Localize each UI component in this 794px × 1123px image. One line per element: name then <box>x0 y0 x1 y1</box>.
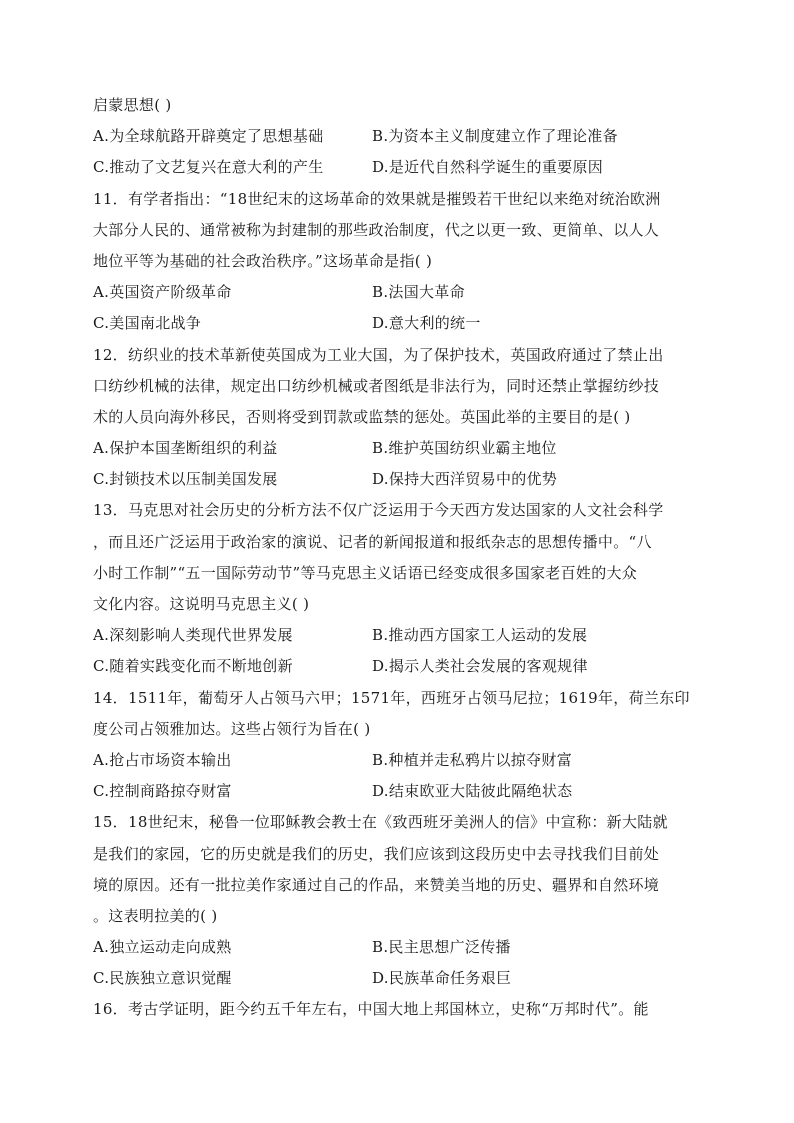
question-stem-line: 术的人员向海外移民，否则将受到罚款或监禁的惩处。英国此举的主要目的是( ) <box>93 407 631 426</box>
option-row <box>93 963 705 994</box>
question-stem-line: 度公司占领雅加达。这些占领行为旨在( ) <box>93 719 371 738</box>
option-row <box>93 464 705 495</box>
question-stem-line: 地位平等为基础的社会政治秩序。”这场革命是指( ) <box>93 251 433 270</box>
question-stem-line: 文化内容。这说明马克思主义( ) <box>93 595 310 613</box>
option-a: A.深刻影响人类现代世界发展 <box>93 626 293 645</box>
option-row <box>93 776 705 807</box>
option-row <box>93 152 705 183</box>
question-12 <box>93 340 705 496</box>
question-15 <box>93 807 705 994</box>
question-stem-line: 12．纺织业的技术革新使英国成为工业大国，为了保护技术，英国政府通过了禁止出 <box>93 345 664 364</box>
option-c: C.推动了文艺复兴在意大利的产生 <box>93 158 324 177</box>
option-a: A.为全球航路开辟奠定了思想基础 <box>93 127 324 146</box>
question-stem-line: 口纺纱机械的法律，规定出口纺纱机械或者图纸是非法行为，同时还禁止掌握纺纱技 <box>93 376 660 395</box>
question-10 <box>93 90 705 184</box>
option-row <box>93 745 705 776</box>
exam-page <box>93 90 705 1026</box>
option-b: B.法国大革命 <box>372 283 465 302</box>
option-c: C.随着实践变化而不断地创新 <box>93 657 293 676</box>
option-row <box>93 651 705 682</box>
question-stem-line: 15．18世纪末，秘鲁一位耶稣教会教士在《致西班牙美洲人的信》中宣称：新大陆就 <box>93 813 668 832</box>
question-stem-line: 。这表明拉美的( ) <box>93 906 218 925</box>
option-a: A.英国资产阶级革命 <box>93 283 232 302</box>
option-d: D.结束欧亚大陆彼此隔绝状态 <box>372 782 573 801</box>
question-stem-line: 是我们的家园，它的历史就是我们的历史，我们应该到这段历史中去寻找我们目前处 <box>93 844 660 863</box>
option-b: B.维护英国纺织业霸主地位 <box>372 439 557 458</box>
question-stem-line: 11．有学者指出：“18世纪末的这场革命的效果就是摧毁若干世纪以来绝对统治欧洲 <box>93 189 661 208</box>
question-stem-line: 13．马克思对社会历史的分析方法不仅广泛运用于今天西方发达国家的人文社会科学 <box>93 501 664 520</box>
question-stem-line: 启蒙思想( ) <box>93 96 172 114</box>
question-stem-line: ，而且还广泛运用于政治家的演说、记者的新闻报道和报纸杂志的思想传播中。“八 <box>93 532 652 551</box>
option-b: B.民主思想广泛传播 <box>372 938 511 957</box>
option-row <box>93 277 705 308</box>
question-stem-line: 小时工作制”“五一国际劳动节”等马克思主义话语已经变成很多国家老百姓的大众 <box>93 563 638 582</box>
option-d: D.揭示人类社会发展的客观规律 <box>372 657 588 676</box>
option-row <box>93 308 705 339</box>
option-c: C.封锁技术以压制美国发展 <box>93 470 278 489</box>
option-b: B.为资本主义制度建立作了理论准备 <box>372 127 618 146</box>
option-row <box>93 620 705 651</box>
option-b: B.种植并走私鸦片以掠夺财富 <box>372 750 572 769</box>
question-stem-line: 大部分人民的、通常被称为封建制的那些政治制度，代之以更一致、更简单、以人人 <box>93 220 660 239</box>
option-d: D.意大利的统一 <box>372 314 481 333</box>
question-16 <box>93 994 705 1025</box>
question-stem-line: 14．1511年，葡萄牙人占领马六甲；1571年，西班牙占领马尼拉；1619年，荷兰东印 <box>93 688 690 707</box>
question-13 <box>93 495 705 682</box>
option-row <box>93 433 705 464</box>
option-a: A.抢占市场资本输出 <box>93 750 232 769</box>
option-c: C.民族独立意识觉醒 <box>93 969 232 988</box>
option-row <box>93 932 705 963</box>
option-d: D.民族革命任务艰巨 <box>372 969 512 988</box>
option-b: B.推动西方国家工人运动的发展 <box>372 626 588 645</box>
option-a: A.保护本国垄断组织的利益 <box>93 439 278 458</box>
option-c: C.美国南北战争 <box>93 314 202 333</box>
question-stem-line: 16．考古学证明，距今约五千年左右，中国大地上邦国林立，史称“万邦时代”。能 <box>93 1000 649 1019</box>
option-d: D.是近代自然科学诞生的重要原因 <box>372 158 604 177</box>
question-stem-line: 境的原因。还有一批拉美作家通过自己的作品，来赞美当地的历史、疆界和自然环境 <box>93 875 660 894</box>
question-14 <box>93 683 705 808</box>
option-d: D.保持大西洋贸易中的优势 <box>372 470 558 489</box>
option-c: C.控制商路掠夺财富 <box>93 782 232 801</box>
option-a: A.独立运动走向成熟 <box>93 938 232 957</box>
option-row <box>93 121 705 152</box>
question-11 <box>93 184 705 340</box>
